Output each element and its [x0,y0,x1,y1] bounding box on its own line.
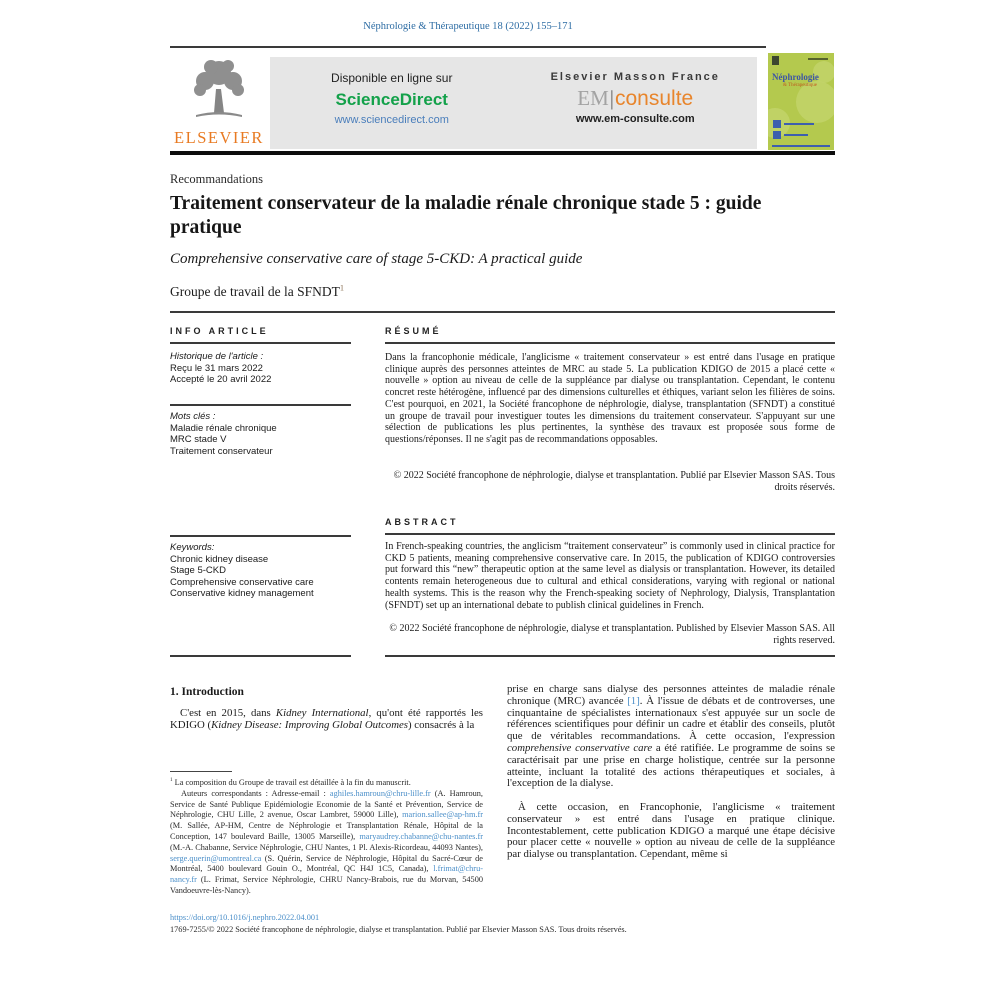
em-part: EM [577,86,609,110]
english-term-italic: comprehensive conservative care [507,741,653,754]
article-history [170,351,360,386]
journal-name-italic: Kidney International [275,707,369,719]
intro-paragraph [170,708,483,732]
author-group: Groupe de travail de la SFNDT [170,284,340,299]
keyword-item: Chronic kidney disease [170,553,269,565]
cover-publisher-mark [772,56,779,65]
intro-text: C'est en 2015, dans [180,707,276,719]
sciencedirect-url-link[interactable]: www.sciencedirect.com [334,114,449,126]
doi-link[interactable]: https://doi.org/10.1016/j.nephro.2022.04.001 [170,913,320,922]
motscles-rule [170,404,351,406]
resume-text: Dans la francophonie médicale, l'anglicisme « traitement conservateur » est entré dans l'usage en pratique clinique auprès des personnes atteintes de MRC au stade 5. La publication KDIGO de 2015 a placé cette « nouvelle » option au niveau de celle de la suppléance par dialyse ou transplantation. Cependant, le contenu concret reste hétérogène, influencé par des dimensions culturelles et éthiques, variant selon les filières de soins. C'est pourquoi, en 2021, la Société francophone de néphrologie, dialyse, transplantation (SFNDT) a constitué un groupe de travail pour investiguer toutes les dimensions du traitement conservateur. S'appuyant sur une sélection de publications les plus pertinentes, la synthèse des travaux est proposée sous forme de questions/réponses. Il ne s'agit pas de recommandations opposables. [385,352,835,445]
mots-cles-block [170,411,360,457]
cover-microtext-bar [784,134,808,136]
author-footnote-marker: 1 [339,283,345,293]
abstract-rule [385,533,835,535]
info-article-rule [170,342,351,344]
keywords-rule [170,535,351,537]
article-title-fr: Traitement conservateur de la maladie rénale chronique stade 5 : guide pratique [170,193,762,238]
cover-bottom-rule [772,145,830,147]
cover-society-badge [773,120,781,128]
header-divider [170,46,766,48]
cover-journal-subtitle: & Thérapeutique [783,83,817,88]
motscle-item: Traitement conservateur [170,445,273,457]
footnote-text: (L. Frimat, Service Néphrologie, CHRU Nancy-Brabois, rue du Morvan, 54500 Vandoeuvre-lès-Nancy). [170,875,483,895]
intro-text: , qu'ont été rapportés les KDIGO ( [170,707,483,731]
author-line [170,284,344,300]
body-text: prise en charge sans dialyse des personnes atteintes de maladie rénale chronique (MRC) avancée [507,683,835,707]
article-section-label: Recommandations [170,172,264,186]
citation-ref-1[interactable]: [1] [627,694,640,707]
right-column-end-rule [385,655,835,657]
motscle-item: Maladie rénale chronique [170,422,277,434]
sciencedirect-logo: ScienceDirect [335,90,448,109]
elsevier-logo [171,57,267,151]
cover-issue-microtext [808,58,828,60]
left-column-end-rule [170,655,351,657]
body-paragraph: À cette occasion, en Francophonie, l'anglicisme « traitement conservateur » est entré dans l'usage en pratique clinique. Incontestablement, cette publication KDIGO a marqué une étape décisive pour placer cette « nouvelle » option au niveau de celle de la suppléance par dialyse ou transplantation. Cependant, même si [507,801,835,861]
article-title-en: Comprehensive conservative care of stage 5-CKD: A practical guide [170,251,583,267]
cover-society-badge [773,131,781,139]
elsevier-tree-icon [188,57,250,123]
accepted-date: Accepté le 20 avril 2022 [170,374,272,386]
email-link[interactable]: maryaudrey.chabanne@chu-nantes.fr [359,831,483,841]
body-text: a été ratifiée. Le programme de soins se caractérisait par une prise en charge holistique, centrée sur la personne atteinte, incluant la totalité des actions thérapeutiques et sociales, à l'exception de la dialyse. [507,741,835,790]
elsevier-wordmark: ELSEVIER [174,128,264,147]
resume-heading: RÉSUMÉ [385,326,442,336]
footnote-text: (S. Quérin, Service de Néphrologie, Hôpital du Sacré-Cœur de Montréal, 5400 boulevard Gouin O., Montréal, QC H4J 1C5, Canada), [170,853,483,874]
received-date: Reçu le 31 mars 2022 [170,362,263,374]
motscle-item: MRC stade V [170,434,227,446]
footnote-text: Auteurs correspondants : Adresse-email : [181,788,330,798]
emconsulte-logo [514,86,758,111]
footnote-text: La composition du Groupe de travail est détaillée à la fin du manuscrit. [172,778,411,787]
footnote-authors [170,789,483,897]
abstract-text: In French-speaking countries, the anglicism “traitement conservateur” is commonly used in clinical practice for CKD 5 patients, meaning comprehensive conservative care. In 2015, the publication of KDIGO controversies put forward this “new” therapeutic option at the same level as dialysis or transplantation. However, its detailed contents remain heterogeneous due to cultural and ethical considerations, varying with regional or national health systems. This is the reason why the French-speaking society of Nephrology, Dialysis, Transplantation (SFNDT) set up an international debate to publish clinical guidelines in French. [385,541,835,611]
abstract-copyright: © 2022 Société francophone de néphrologie, dialyse et transplantation. Published by Elsevier Masson SAS. All rights reserved. [389,623,835,646]
footnote-block [170,778,483,897]
footnote-text: (M. Sallée, AP-HM, Centre de Néphrologie et Transplantation Rénale, Hôpital de la Conception, 147 boulevard Baille, 13005 Marseille), [170,821,483,841]
footnote-line1 [170,778,483,789]
resume-rule [385,342,835,344]
body-paragraph [507,684,835,790]
journal-cover-thumbnail [768,53,834,150]
banner-bottom-rule [170,151,835,155]
em-divider: | [609,86,614,110]
keyword-item: Comprehensive conservative care [170,576,314,588]
motscles-label: Mots clés : [170,411,216,422]
issn-copyright-line: 1769-7255/© 2022 Société francophone de néphrologie, dialyse et transplantation. Publié par Elsevier Masson SAS. Tous droits réservés. [170,925,627,934]
footnote-text: (A. Hamroun, Service de Santé Publique Epidémiologie Economie de la Santé et Prévention, Service de Néphrologie, CHU Lille, 2 avenue, Oscar Lambret, 59000 Lille), [170,788,483,820]
intro-text: ) consacrés à la [408,718,475,731]
email-link[interactable]: marion.sallee@ap-hm.fr [402,810,483,820]
info-article-heading: INFO ARTICLE [170,326,269,336]
emconsulte-block [514,57,758,149]
abstract-heading: ABSTRACT [385,517,459,527]
title-divider [170,311,835,313]
resume-copyright: © 2022 Société francophone de néphrologie, dialyse et transplantation. Publié par Elsevier Masson SAS. Tous droits réservés. [393,470,835,493]
elsevier-masson-label: Elsevier Masson France [550,71,720,83]
keywords-label: Keywords: [170,542,215,553]
availability-banner [270,57,757,149]
footnote-text: (M.-A. Chabanne, Service Néphrologie, CHU Nantes, 1 Pl. Alexis-Ricordeau, 44093 Nantes), [170,842,483,852]
email-link[interactable]: aghiles.hamroun@chru-lille.fr [329,788,431,798]
body-text: . À l'issue de débats et de controverses, une cinquantaine de spécialistes internationaux s'est appuyée sur un socle de références scientifiques pour définir un cadre et établir des conseils, plutôt que de véritables recommandations. À cette occasion, l'expression [507,694,835,743]
sciencedirect-block [270,57,514,149]
email-link[interactable]: serge.querin@umontreal.ca [170,853,262,863]
history-label: Historique de l'article : [170,351,264,362]
kdigo-expansion-italic: Kidney Disease: Improving Global Outcomes [211,718,408,731]
email-link[interactable]: l.frimat@chru-nancy.fr [170,864,483,885]
cover-journal-title: Néphrologie [772,72,819,82]
consulte-part: consulte [615,87,694,110]
keywords-block [170,542,360,600]
footnote-marker: 1 [170,777,173,784]
keyword-item: Stage 5-CKD [170,565,226,577]
cover-microtext-bar [784,123,814,125]
section-1-heading: 1. Introduction [170,686,244,698]
emconsulte-url-link[interactable]: www.em-consulte.com [575,113,695,125]
footnote-separator [170,771,232,772]
disponible-label: Disponible en ligne sur [331,71,453,85]
journal-citation: Néphrologie & Thérapeutique 18 (2022) 155–171 [363,21,573,32]
keyword-item: Conservative kidney management [170,588,314,600]
